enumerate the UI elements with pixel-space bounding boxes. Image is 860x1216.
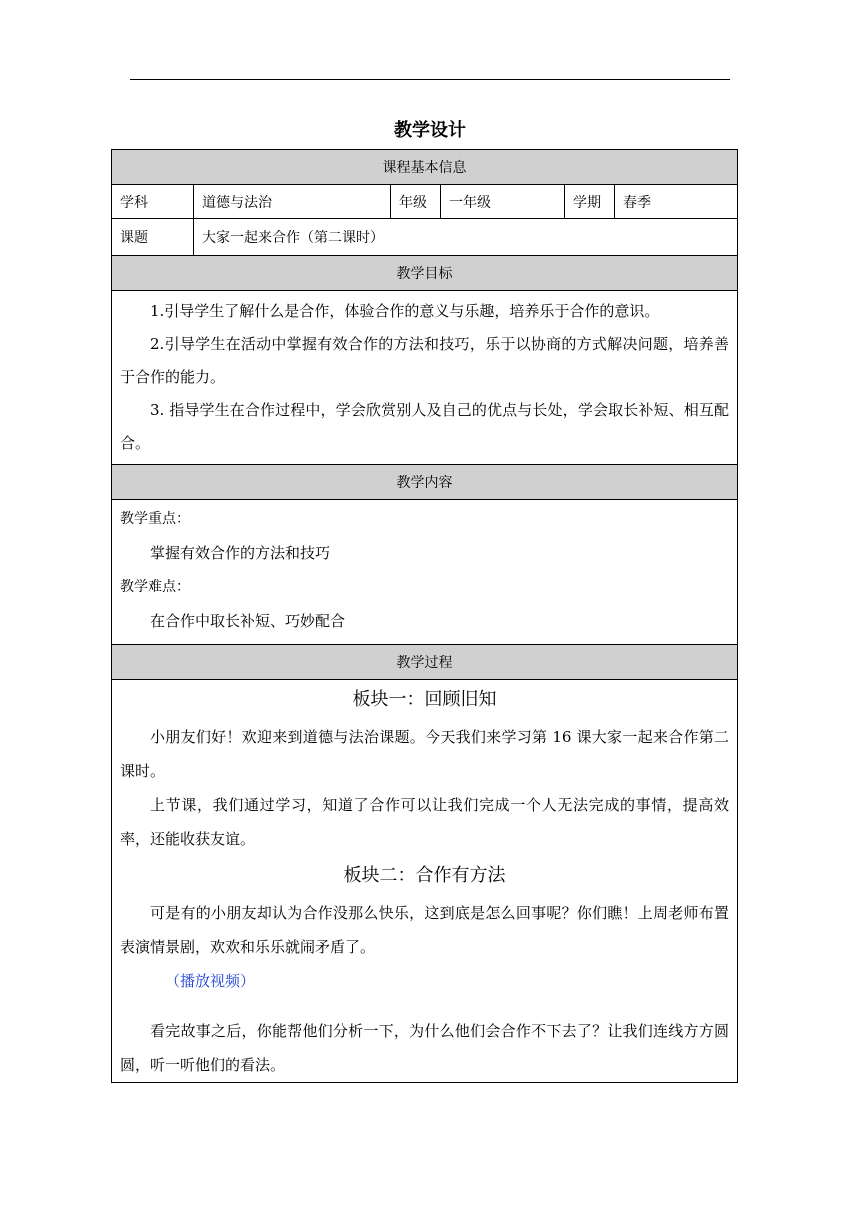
grade-value: 一年级: [441, 185, 565, 219]
section1-paragraph: 小朋友们好！欢迎来到道德与法治课题。今天我们来学习第 16 课大家一起来合作第二课时。: [120, 728, 730, 780]
key-point-label: 教学重点：: [120, 511, 190, 527]
objectives-section: [112, 291, 738, 465]
key-point-text: 掌握有效合作的方法和技巧: [150, 544, 331, 562]
objective-item: 1.引导学生了解什么是合作，体验合作的意义与乐趣，培养乐于合作的意识。: [150, 302, 660, 320]
term-label: 学期: [565, 185, 615, 219]
lesson-plan-table: [111, 149, 738, 1083]
section2-title: 板块二：合作有方法: [343, 865, 506, 886]
section1-paragraph: 上节课，我们通过学习，知道了合作可以让我们完成一个人无法完成的事情，提高效率，还能收获友谊。: [120, 796, 730, 848]
grade-label: 年级: [391, 185, 441, 219]
difficulty-label: 教学难点：: [120, 579, 190, 595]
process-section: [112, 680, 738, 1083]
header-rule: [130, 79, 730, 80]
basic-info-header: 课程基本信息: [112, 150, 738, 185]
objectives-header: 教学目标: [112, 256, 738, 291]
play-video-note: （播放视频）: [165, 972, 256, 990]
document-title: 教学设计: [394, 120, 466, 141]
subject-value: 道德与法治: [194, 185, 391, 219]
objective-item: 2.引导学生在活动中掌握有效合作的方法和技巧，乐于以协商的方式解决问题，培养善于合作的能力。: [120, 335, 730, 386]
section2-paragraph: 可是有的小朋友却认为合作没那么快乐，这到底是怎么回事呢？你们瞧！上周老师布置表演情景剧，欢欢和乐乐就闹矛盾了。: [120, 904, 730, 956]
section2-paragraph: 看完故事之后，你能帮他们分析一下，为什么他们会合作不下去了？让我们连线方方圆圆，听一听他们的看法。: [120, 1022, 730, 1074]
objective-item: 3. 指导学生在合作过程中，学会欣赏别人及自己的优点与长处，学会取长补短、相互配合。: [120, 401, 730, 452]
content-header: 教学内容: [112, 465, 738, 500]
term-value: 春季: [615, 185, 738, 219]
topic-value: 大家一起来合作（第二课时）: [194, 219, 738, 256]
process-header: 教学过程: [112, 645, 738, 680]
topic-label: 课题: [112, 219, 194, 256]
difficulty-text: 在合作中取长补短、巧妙配合: [150, 612, 346, 630]
content-section: [112, 500, 738, 645]
subject-label: 学科: [112, 185, 194, 219]
section1-title: 板块一：回顾旧知: [352, 689, 497, 710]
